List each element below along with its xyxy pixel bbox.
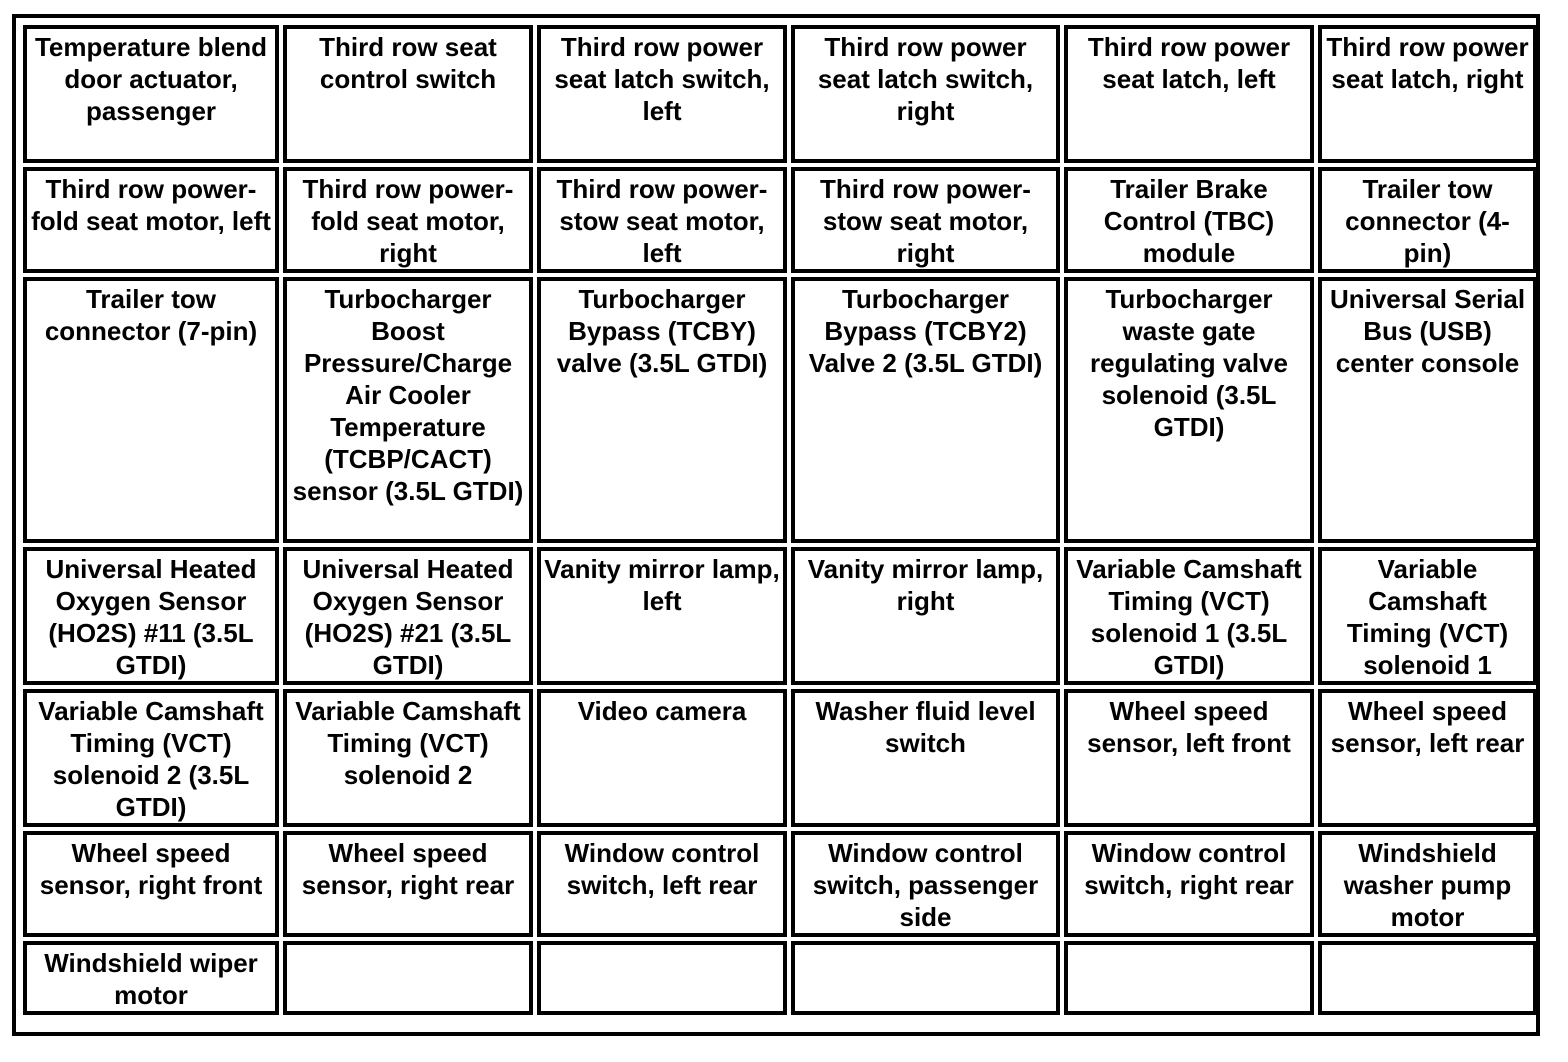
table-cell [1064,941,1314,1015]
cell-label: Window control switch, right rear [1084,838,1294,900]
table-row [23,941,1537,1015]
component-index-table [12,14,1540,1036]
table-cell [537,831,787,937]
cell-label: Video camera [577,696,747,726]
table-cell [1318,167,1537,273]
table-cell [537,167,787,273]
cell-label: Third row power seat latch switch, left [554,32,770,126]
cell-label: Wheel speed sensor, right front [39,838,263,900]
cell-label: Third row power-stow seat motor, left [556,174,768,268]
cell-label: Turbocharger waste gate regulating valve solenoid (3.5L GTDI) [1090,284,1288,442]
cell-label: Window control switch, left rear [564,838,760,900]
table-cell [283,689,533,827]
table-cell [23,25,279,163]
table-cell [1318,831,1537,937]
table-cell [791,831,1060,937]
cell-label: Vanity mirror lamp, right [807,554,1044,616]
cell-label: Universal Serial Bus (USB) center console [1329,284,1526,378]
table-cell [1064,831,1314,937]
cell-label: Variable Camshaft Timing (VCT) solenoid 1 (3.5L GTDI) [1076,554,1302,680]
table-cell [791,547,1060,685]
table-cell [791,689,1060,827]
cell-label: Third row power-stow seat motor, right [820,174,1031,268]
table-cell [23,689,279,827]
cell-label: Universal Heated Oxygen Sensor (HO2S) #21 (3.5L GTDI) [302,554,514,680]
cell-label: Turbocharger Boost Pressure/Charge Air Cooler Temperature (TCBP/CACT) sensor (3.5L GTDI) [292,284,524,506]
table-row [23,277,1537,543]
table-cell [283,547,533,685]
table-cell [23,831,279,937]
cell-label: Trailer Brake Control (TBC) module [1103,174,1275,268]
cell-label: Trailer tow connector (7-pin) [44,284,258,346]
cell-label: Wheel speed sensor, left rear [1330,696,1525,758]
cell-label: Variable Camshaft Timing (VCT) solenoid 1 [1346,554,1509,680]
table-cell [23,277,279,543]
cell-label: Washer fluid level switch [815,696,1036,758]
cell-label: Trailer tow connector (4-pin) [1345,174,1510,268]
table-cell [1064,167,1314,273]
table-cell [1318,277,1537,543]
table-row [23,547,1537,685]
cell-label: Universal Heated Oxygen Sensor (HO2S) #11 (3.5L GTDI) [45,554,257,680]
table-cell [1064,277,1314,543]
table-cell [283,941,533,1015]
cell-label: Wheel speed sensor, left front [1087,696,1291,758]
table-cell [537,25,787,163]
table-cell [283,831,533,937]
table-cell [1318,25,1537,163]
table-cell [1064,25,1314,163]
cell-label: Windshield washer pump motor [1343,838,1512,932]
table-cell [537,941,787,1015]
table-cell [1318,689,1537,827]
cell-label: Third row power-fold seat motor, right [302,174,514,268]
table-cell [283,277,533,543]
cell-label: Variable Camshaft Timing (VCT) solenoid 2 (3.5L GTDI) [38,696,264,822]
table-cell [537,689,787,827]
table-row [23,831,1537,937]
table-cell [791,167,1060,273]
table-cell [791,25,1060,163]
cell-label: Third row power-fold seat motor, left [31,174,271,236]
cell-label: Wheel speed sensor, right rear [301,838,515,900]
cell-label: Vanity mirror lamp, left [544,554,780,616]
table-cell [1064,547,1314,685]
cell-label: Third row power seat latch, right [1326,32,1529,94]
cell-label: Third row power seat latch, left [1087,32,1291,94]
table-cell [283,25,533,163]
table-cell [283,167,533,273]
table-cell [23,167,279,273]
cell-label: Third row power seat latch switch, right [817,32,1034,126]
cell-label: Temperature blend door actuator, passenger [34,32,268,126]
table-row [23,167,1537,273]
cell-label: Windshield wiper motor [44,948,258,1010]
table-cell [537,277,787,543]
table-row [23,25,1537,163]
table-cell [23,941,279,1015]
cell-label: Third row seat control switch [319,32,497,94]
table-cell [23,547,279,685]
table-cell [1318,547,1537,685]
component-grid [19,21,1541,1019]
table-cell [1064,689,1314,827]
table-cell [791,941,1060,1015]
cell-label: Turbocharger Bypass (TCBY) valve (3.5L GTDI) [556,284,768,378]
table-row [23,689,1537,827]
cell-label: Variable Camshaft Timing (VCT) solenoid 2 [295,696,521,790]
cell-label: Window control switch, passenger side [812,838,1039,932]
cell-label: Turbocharger Bypass (TCBY2) Valve 2 (3.5L GTDI) [808,284,1043,378]
table-cell [537,547,787,685]
table-cell [791,277,1060,543]
table-cell [1318,941,1537,1015]
